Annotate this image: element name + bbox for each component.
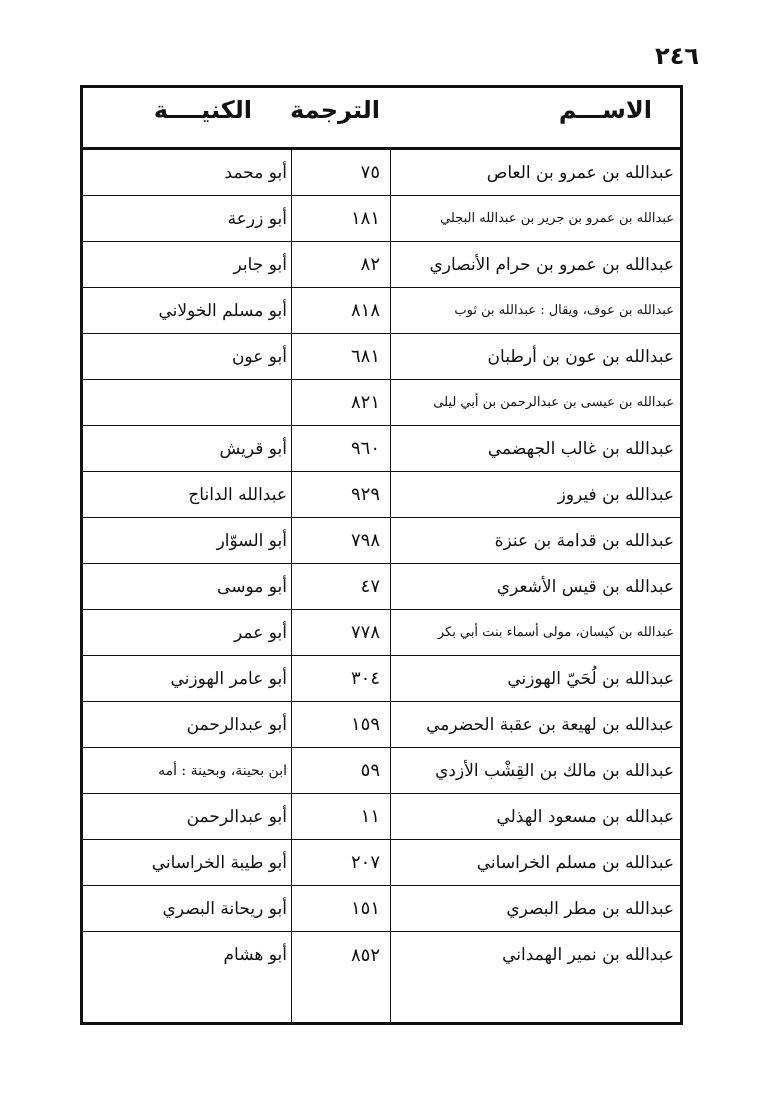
tarjama-number: ١٥١ <box>350 898 380 919</box>
kunya-cell: أبو هشام <box>223 945 287 965</box>
tarjama-number: ١٥٩ <box>350 714 380 735</box>
name-cell: عبدالله بن مطر البصري <box>506 898 674 919</box>
kunya-cell: أبو زرعة <box>227 208 287 229</box>
tarjama-number: ٣٠٤ <box>350 668 380 689</box>
name-cell: عبدالله بن قيس الأشعري <box>496 576 674 597</box>
table-row <box>83 610 680 656</box>
kunya-cell: عبدالله الداناج <box>188 484 287 505</box>
table-row <box>83 656 680 702</box>
tarjama-number: ٧٩٨ <box>350 530 380 551</box>
name-cell: عبدالله بن عمرو بن جرير بن عبدالله البجلي <box>440 211 674 226</box>
kunya-cell: أبو عون <box>231 346 287 367</box>
header-kunya: الكنيــــة <box>153 96 252 124</box>
kunya-cell: أبو عامر الهوزني <box>170 668 287 689</box>
table-row <box>83 196 680 242</box>
tarjama-number: ٨٢ <box>360 254 380 275</box>
name-cell: عبدالله بن مسعود الهذلي <box>496 806 674 827</box>
tarjama-number: ٨١٨ <box>350 300 380 321</box>
tarjama-number: ٢٠٧ <box>350 852 380 873</box>
table-row <box>83 932 680 978</box>
table-row <box>83 288 680 334</box>
kunya-cell: أبو موسى <box>217 576 287 597</box>
table-row <box>83 518 680 564</box>
name-cell: عبدالله بن عمرو بن حرام الأنصاري <box>429 254 674 275</box>
table-row <box>83 426 680 472</box>
tarjama-number: ١١ <box>360 806 380 827</box>
table-row <box>83 794 680 840</box>
table-row <box>83 564 680 610</box>
name-cell: عبدالله بن عوف، ويقال : عبدالله بن ثوب <box>454 303 674 318</box>
table-row <box>83 748 680 794</box>
table-row <box>83 150 680 196</box>
tarjama-number: ٦٨١ <box>350 346 380 367</box>
header-name: الاســـم <box>558 96 652 124</box>
name-cell: عبدالله بن مسلم الخراساني <box>476 852 674 873</box>
kunya-cell: أبو ريحانة البصري <box>162 898 287 919</box>
kunya-cell: أبو عمر <box>234 622 287 643</box>
name-cell: عبدالله بن لهيعة بن عقبة الحضرمي <box>426 714 674 735</box>
table-row <box>83 380 680 426</box>
kunya-cell: أبو عبدالرحمن <box>186 806 287 827</box>
kunya-cell: أبو جابر <box>233 254 287 275</box>
table-header <box>83 88 680 150</box>
name-cell: عبدالله بن مالك بن القِشْب الأزدي <box>435 760 674 781</box>
name-cell: عبدالله بن عمرو بن العاص <box>486 162 674 183</box>
kunya-cell <box>83 380 291 425</box>
tarjama-number: ٩٢٩ <box>350 484 380 505</box>
tarjama-number: ٤٧ <box>360 576 380 597</box>
name-cell: عبدالله بن كيسان، مولى أسماء بنت أبي بكر <box>437 625 674 640</box>
name-cell: عبدالله بن غالب الجهضمي <box>487 438 674 459</box>
kunya-cell: أبو عبدالرحمن <box>186 714 287 735</box>
table-row <box>83 472 680 518</box>
table-row <box>83 702 680 748</box>
name-cell: عبدالله بن نمير الهمداني <box>502 945 674 965</box>
table-row <box>83 886 680 932</box>
page-number: ٢٤٦ <box>655 42 699 70</box>
kunya-cell: أبو محمد <box>224 162 287 183</box>
tarjama-number: ٥٩ <box>360 760 380 781</box>
kunya-cell: أبو طيبة الخراساني <box>151 852 287 873</box>
kunya-cell: أبو قريش <box>219 438 287 459</box>
table-body <box>83 150 680 978</box>
name-cell: عبدالله بن عيسى بن عبدالرحمن بن أبي ليلى <box>433 395 674 410</box>
tarjama-number: ٨٥٢ <box>350 944 380 966</box>
tarjama-number: ٩٦٠ <box>350 438 380 459</box>
header-tarjama: الترجمة <box>290 96 380 124</box>
table-row <box>83 242 680 288</box>
kunya-cell: أبو مسلم الخولاني <box>158 300 287 321</box>
name-cell: عبدالله بن عون بن أرطبان <box>487 346 674 367</box>
kunya-cell: ابن بحينة، وبحينة : أمه <box>158 762 287 779</box>
table-row <box>83 334 680 380</box>
name-cell: عبدالله بن فيروز <box>557 484 674 505</box>
table-row <box>83 840 680 886</box>
tarjama-number: ٧٧٨ <box>350 622 380 643</box>
kunya-cell: أبو السوّار <box>216 530 287 551</box>
name-cell: عبدالله بن لُحَيّ الهوزني <box>507 668 674 689</box>
tarjama-number: ١٨١ <box>350 208 380 229</box>
tarjama-number: ٨٢١ <box>350 392 380 413</box>
index-table <box>80 85 683 1025</box>
name-cell: عبدالله بن قدامة بن عنزة <box>494 530 674 551</box>
tarjama-number: ٧٥ <box>360 162 380 183</box>
